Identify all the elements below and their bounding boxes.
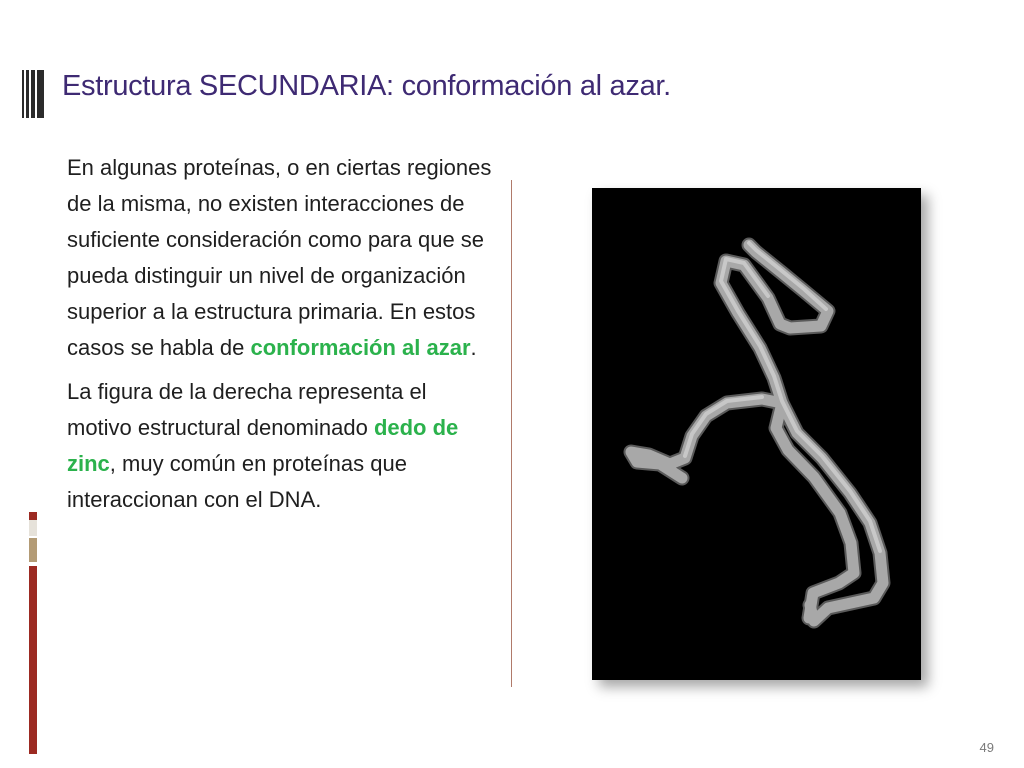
body-text xyxy=(67,150,497,526)
paragraph-random-conformation xyxy=(67,150,497,366)
paragraph-1-end: . xyxy=(470,335,477,360)
highlight-zinc-finger: dedo de zinc xyxy=(67,415,459,476)
zinc-finger-figure xyxy=(592,188,921,680)
paragraph-zinc-finger xyxy=(67,374,497,518)
paragraph-2-end: , muy común en proteínas que interaccionan con el DNA. xyxy=(67,451,407,512)
paragraph-1-text: En algunas proteínas, o en ciertas regiones de la misma, no existen interacciones de suficiente consideración como para que se pueda distinguir un nivel de organización superior a la estructura primaria. En estos casos se habla de xyxy=(67,155,492,360)
slide-number: 49 xyxy=(979,740,994,755)
title-decoration xyxy=(22,70,44,118)
paragraph-2-text: La figura de la derecha representa el motivo estructural denominado xyxy=(67,379,427,440)
protein-backbone-image xyxy=(592,188,921,680)
highlight-random-conformation: conformación al azar xyxy=(250,335,471,360)
slide-title: Estructura SECUNDARIA: conformación al azar. xyxy=(62,70,671,102)
column-separator xyxy=(511,180,512,687)
